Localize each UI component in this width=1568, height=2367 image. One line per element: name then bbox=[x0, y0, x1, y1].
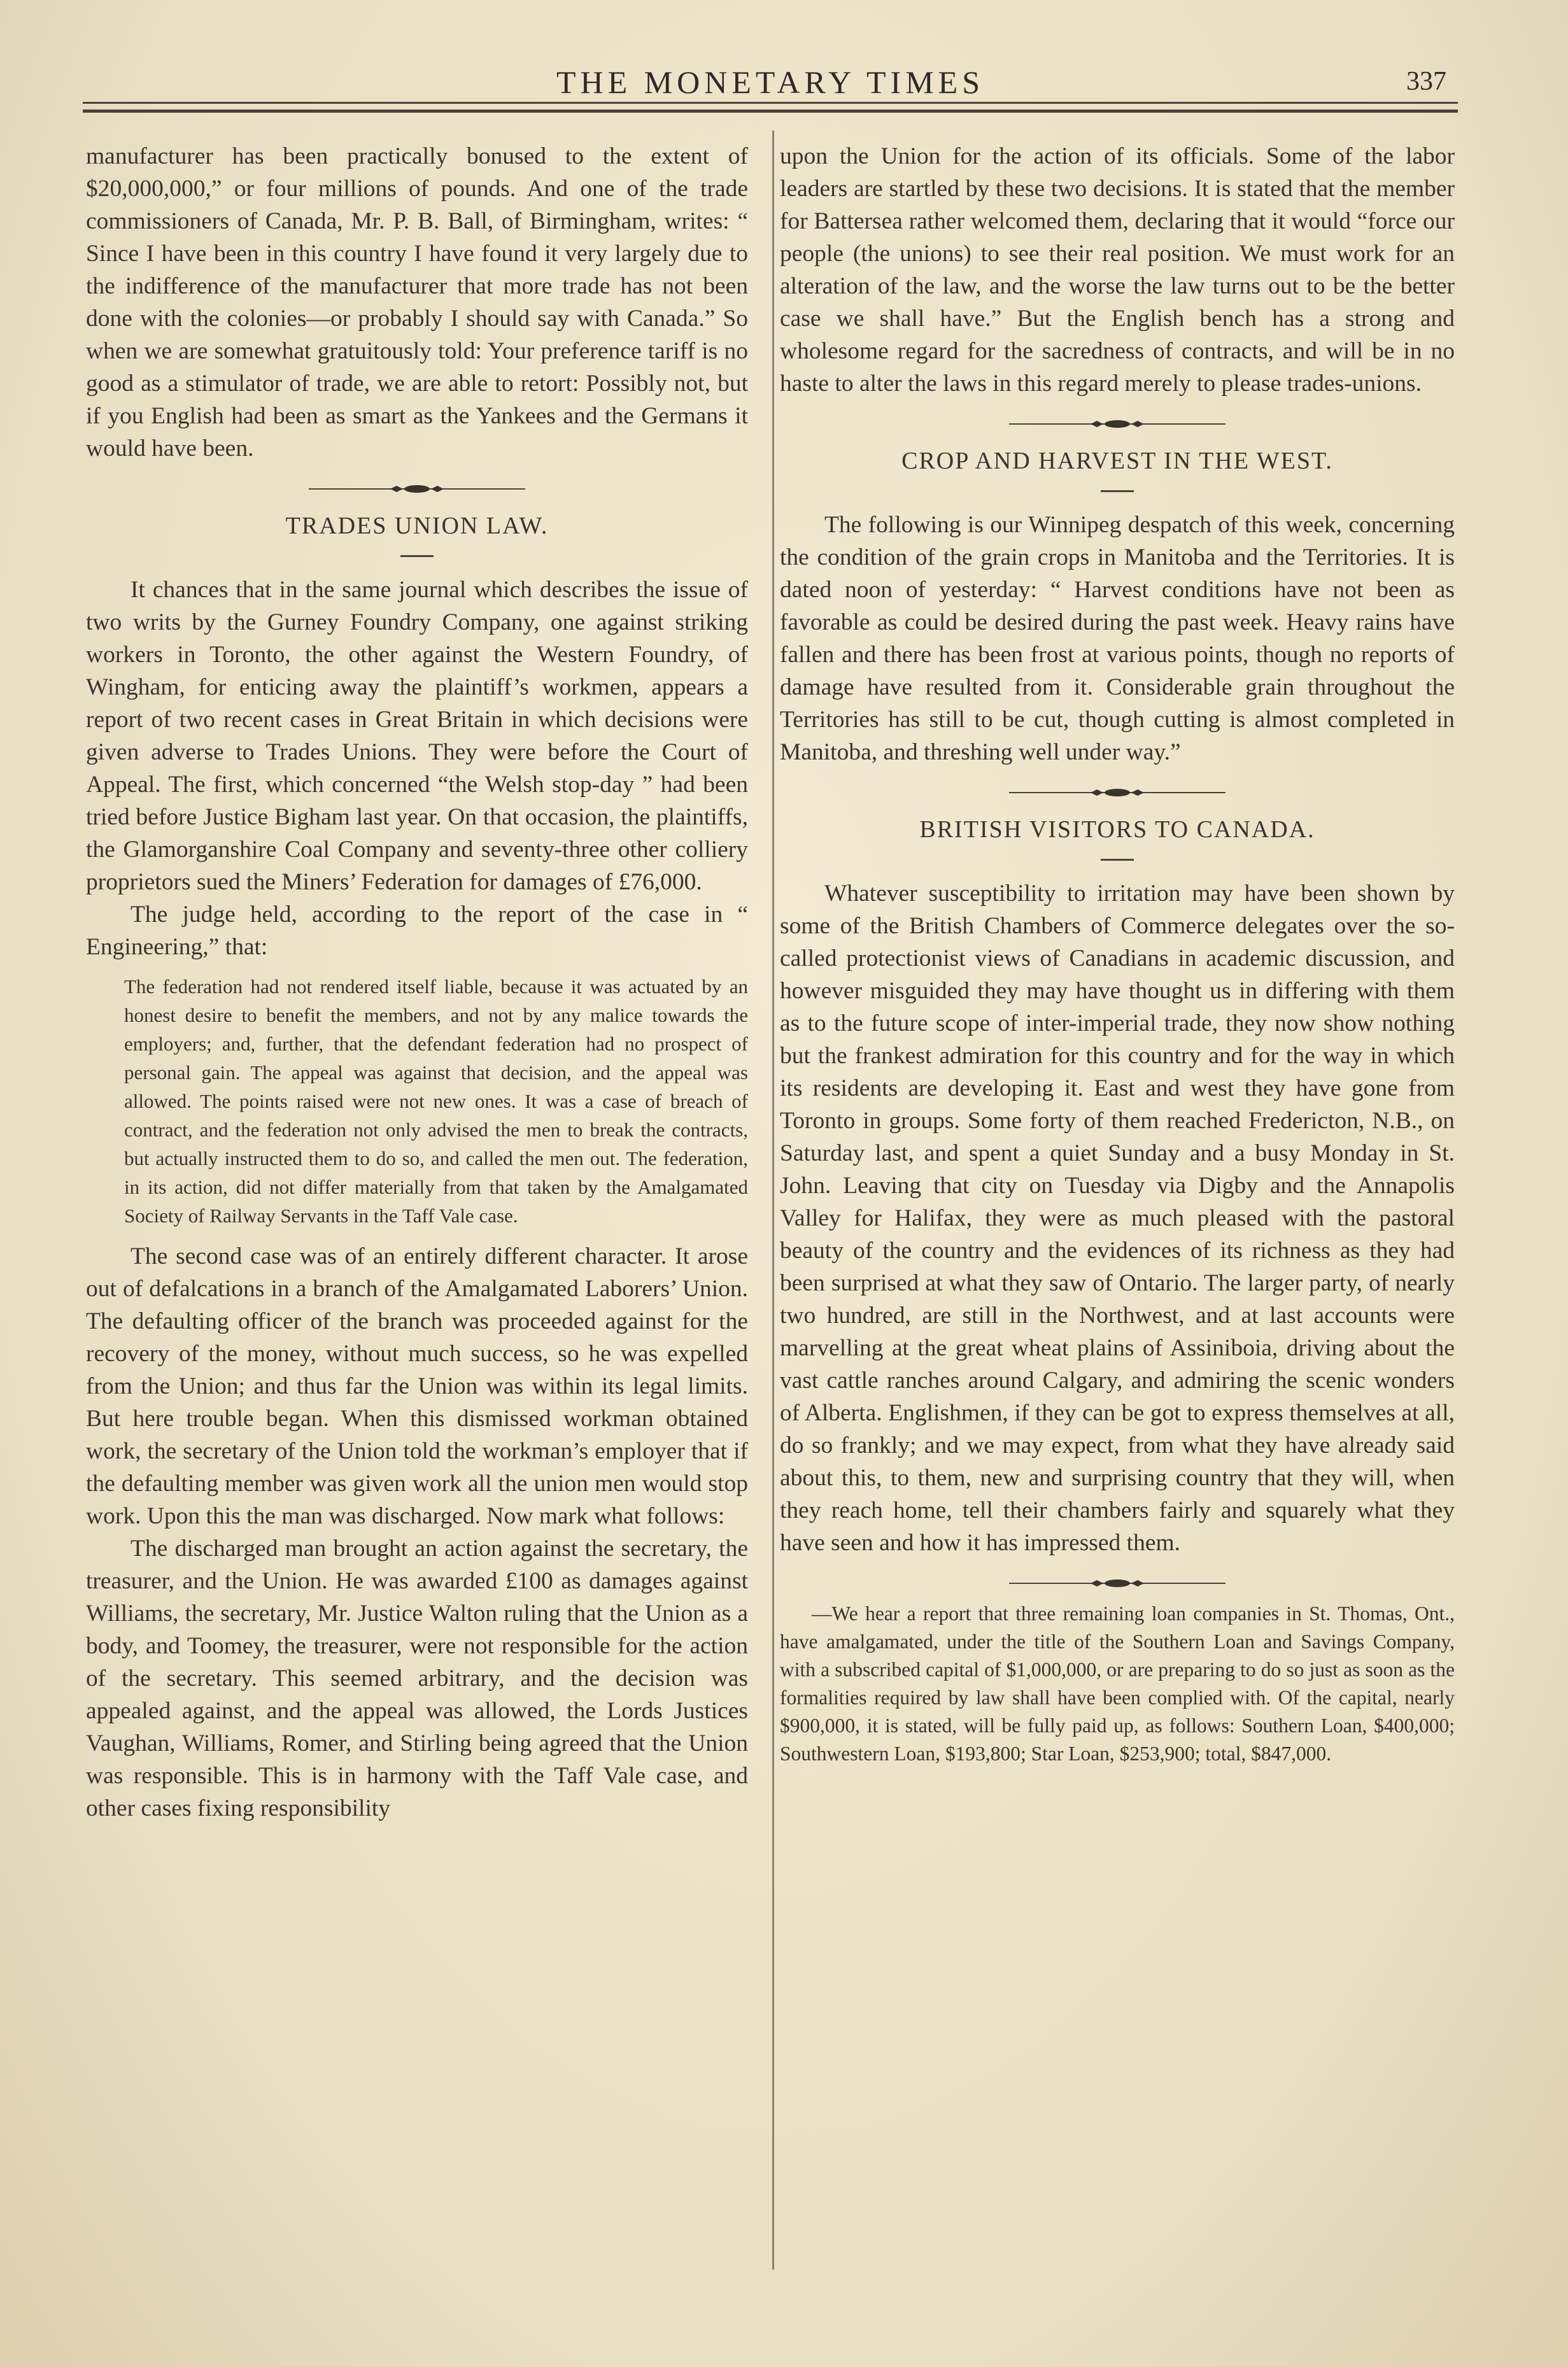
paragraph-british-chambers: Whatever susceptibility to irritation may have been shown by some of the British Chambers of Commerce delegates over the so-called protectionist views of Canadians in academic discussion, and however misguided they may have thought us in differing with them as to the future scope of inter-imperial trade, they now show nothing but the frankest admiration for this country and for the way in which its residents are developing it. East and west they have gone from Toronto in groups. Some forty of them reached Fredericton, N.B., on Saturday last, and spent a quiet Sunday and a busy Monday in St. John. Leaving that city on Tuesday via Digby and the Annapolis Valley for Halifax, they were as much pleased with the pastoral beauty of the country and the evidences of its richness as they had been surprised at what they saw of Ontario. The larger party, of nearly two hundred, are still in the Northwest, and at last accounts were marvelling at the great wheat plains of Assiniboia, driving about the vast cattle ranches around Calgary, and admiring the scenic wonders of Alberta. Englishmen, if they can be got to express themselves at all, do so frankly; and we may expect, from what they have already said about this, to them, new and surprising country that they will, when they reach home, tell their chambers fairly and squarely what they have seen and how it has impressed them. bbox=[780, 880, 1455, 1556]
ornament-divider bbox=[1009, 1577, 1225, 1590]
heading-trades-union-law: TRADES UNION LAW. bbox=[285, 512, 549, 539]
ornament-divider bbox=[1009, 418, 1225, 430]
paragraph-second-case: The second case was of an entirely different character. It arose out of defalcations in a branch of the Amalgamated Laborers’ Union. The defaulting officer of the branch was proceeded against for the recovery of the money, without much success, so he was expelled from the Union; and thus far the Union was within its legal limits. But here trouble began. When this dismissed workman obtained work, the secretary of the Union told the workman’s employer that if the defaulting member was given work all the union men would stop work. Upon this the man was discharged. Now mark what follows: bbox=[86, 1243, 748, 1529]
paragraph-gurney: It chances that in the same journal which describes the issue of two writs by the Gurney Foundry Company, one against striking workers in Toronto, the other against the Western Foundry, of Wingham, for enticing away the plaintiff’s workmen, appears a report of two recent cases in Great Britain in which decisions were given adverse to Trades Unions. They were before the Court of Appeal. The first, which concerned “the Welsh stop-day ” had been tried before Justice Bigham last year. On that occasion, the plaintiffs, the Glamorganshire Coal Company and seventy-three other colliery proprietors sued the Miners’ Federation for damages of £76,000. bbox=[86, 577, 748, 895]
ornament-divider bbox=[309, 483, 525, 495]
paragraph-union-officials: upon the Union for the action of its officials. Some of the labor leaders are startled by these two decisions. It is stated that the member for Battersea rather welcomed them, declaring that it would “force our people (the unions) to see their real position. We must work for an alteration of the law, and the worse the law turns out to be the better case we shall have.” But the English bench has a strong and wholesome regard for the sacredness of contracts, and will be in no haste to alter the laws in this regard merely to please trades-unions. bbox=[780, 143, 1455, 397]
heading-underline bbox=[1101, 490, 1134, 492]
paragraph-winnipeg-despatch: The following is our Winnipeg despatch of this week, concerning the condition of the grain crops in Manitoba and the Territories. It is dated noon of yesterday: “ Harvest conditions have not been as favorable as could be desired during the past week. Heavy rains have fallen and there has been frost at various points, though no reports of damage have resulted from it. Considerable grain throughout the Territories has still to be cut, though cutting is almost completed in Manitoba, and threshing well under way.” bbox=[780, 512, 1455, 765]
ornament-divider bbox=[1009, 786, 1225, 799]
quoted-engineering-report: The federation had not rendered itself liable, because it was actuated by an honest desire to benefit the members, and not by any malice towards the employers; and, further, that the defendant federation had no prospect of personal gain. The appeal was against that decision, and the appeal was allowed. The points raised were not new ones. It was a case of breach of contract, and the federation not only advised the men to break the contracts, but actually instructed them to do so, and called the men out. The federation, in its action, did not differ materially from that taken by the Amalgamated Society of Railway Servants in the Taff Vale case. bbox=[124, 975, 748, 1227]
header-rule-thick bbox=[83, 110, 1458, 113]
page-number: 337 bbox=[1406, 67, 1446, 96]
heading-underline bbox=[400, 555, 434, 557]
left-column bbox=[86, 140, 748, 1825]
masthead bbox=[83, 64, 1458, 102]
news-note-loan-companies: —We hear a report that three remaining loan companies in St. Thomas, Ont., have amalgamated, under the title of the Southern Loan and Savings Company, with a subscribed capital of $1,000,000, or are preparing to do so just as soon as the formalities required by law shall have been complied with. Of the capital, nearly $900,000, it is stated, will be fully paid up, as follows: Southern Loan, $400,000; Southwestern Loan, $193,800; Star Loan, $253,900; total, $847,000. bbox=[780, 1602, 1455, 1765]
heading-underline bbox=[1101, 859, 1134, 861]
paragraph-discharged-man: The discharged man brought an action against the secretary, the treasurer, and the Union. He was awarded £100 as damages against Williams, the secretary, Mr. Justice Walton ruling that the Union as a body, and Toomey, the treasurer, were not responsible for the action of the secretary. This seemed arbitrary, and the decision was appealed against, and the appeal was allowed, the Lords Justices Vaughan, Williams, Romer, and Stirling being agreed that the Union was responsible. This is in harmony with the Taff Vale case, and other cases fixing responsibility bbox=[86, 1536, 748, 1821]
heading-british-visitors: BRITISH VISITORS TO CANADA. bbox=[919, 816, 1315, 843]
heading-crop-harvest: CROP AND HARVEST IN THE WEST. bbox=[901, 448, 1333, 474]
header-rule-thin bbox=[83, 102, 1458, 104]
paragraph-bonused: manufacturer has been practically bonused to the extent of $20,000,000,” or four millions of pounds. And one of the trade commissioners of Canada, Mr. P. B. Ball, of Birmingham, writes: “ Since I have been in this country I have found it very largely due to the indifference of the manufacturer that more trade has not been done with the colonies—or probably I should say with Canada.” So when we are somewhat gratuitously told: Your preference tariff is no good as a stimulator of trade, we are able to retort: Possibly not, but if you English had been as smart as the Yankees and the Germans it would have been. bbox=[86, 143, 748, 462]
publication-title: THE MONETARY TIMES bbox=[556, 64, 984, 100]
column-divider bbox=[772, 131, 774, 2270]
paragraph-judge-held: The judge held, according to the report of the case in “ Engineering,” that: bbox=[86, 901, 748, 960]
right-column bbox=[780, 140, 1455, 1768]
